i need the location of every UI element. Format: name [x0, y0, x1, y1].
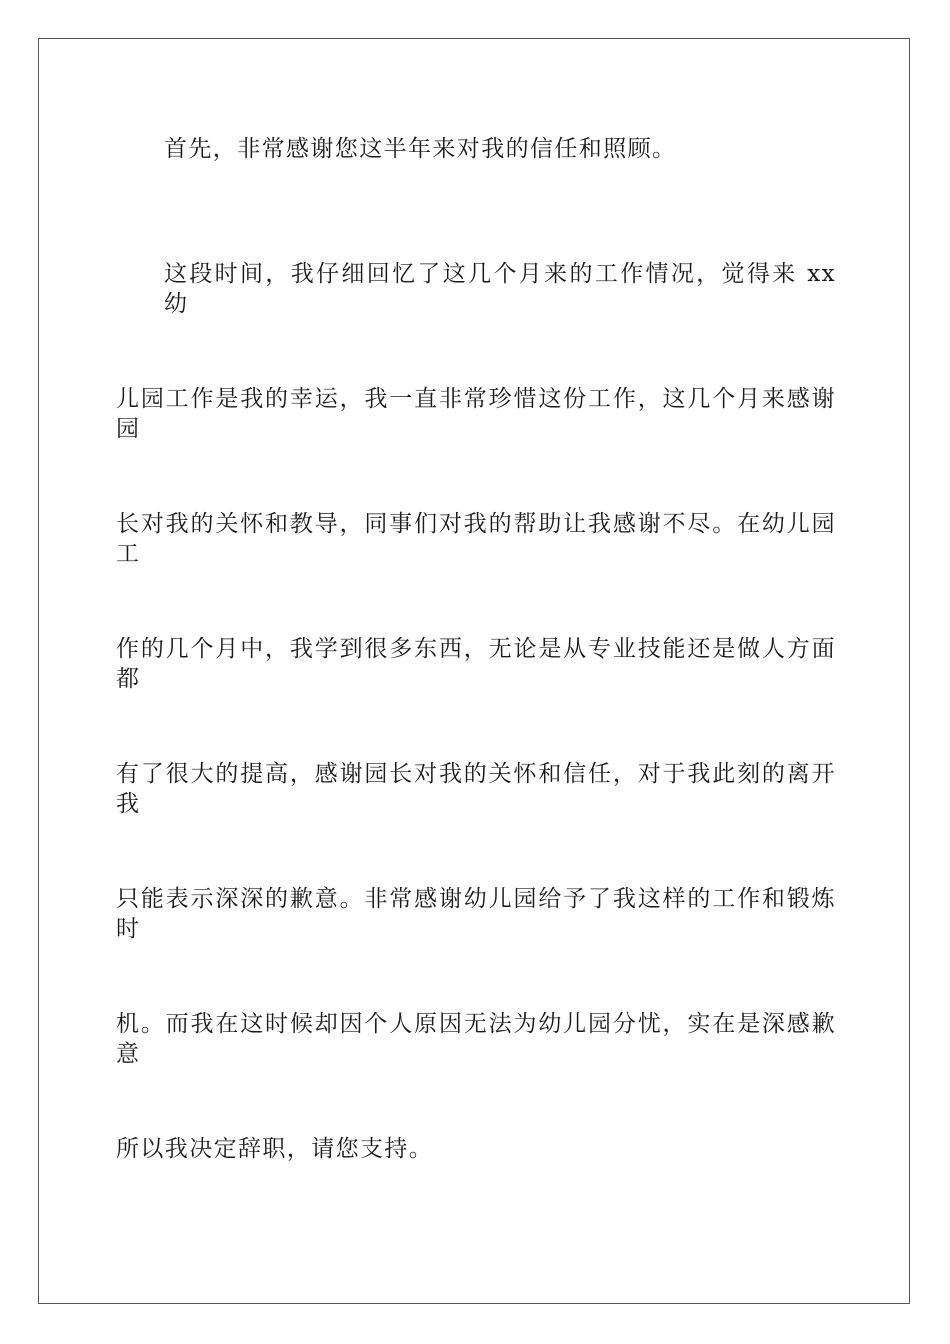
paragraph-2-line-2: 儿园工作是我的幸运，我一直非常珍惜这份工作，这几个月来感谢园 — [116, 386, 836, 442]
paragraph-2-line-4: 作的几个月中，我学到很多东西，无论是从专业技能还是做人方面都 — [116, 636, 836, 692]
paragraph-2-line-3: 长对我的关怀和教导，同事们对我的帮助让我感谢不尽。在幼儿园工 — [116, 511, 836, 567]
paragraph-2-line-7: 机。而我在这时候却因个人原因无法为幼儿园分忧，实在是深感歉意 — [116, 1011, 836, 1067]
paragraph-2-line-8: 所以我决定辞职，请您支持。 — [116, 1136, 434, 1162]
paragraph-1-line-1: 首先，非常感谢您这半年来对我的信任和照顾。 — [164, 136, 677, 162]
paragraph-2-line-6: 只能表示深深的歉意。非常感谢幼儿园给予了我这样的工作和锻炼时 — [116, 886, 836, 942]
paragraph-2-line-1: 这段时间，我仔细回忆了这几个月来的工作情况，觉得来 xx 幼 — [164, 261, 836, 317]
paragraph-2-line-5: 有了很大的提高，感谢园长对我的关怀和信任，对于我此刻的离开我 — [116, 761, 836, 817]
